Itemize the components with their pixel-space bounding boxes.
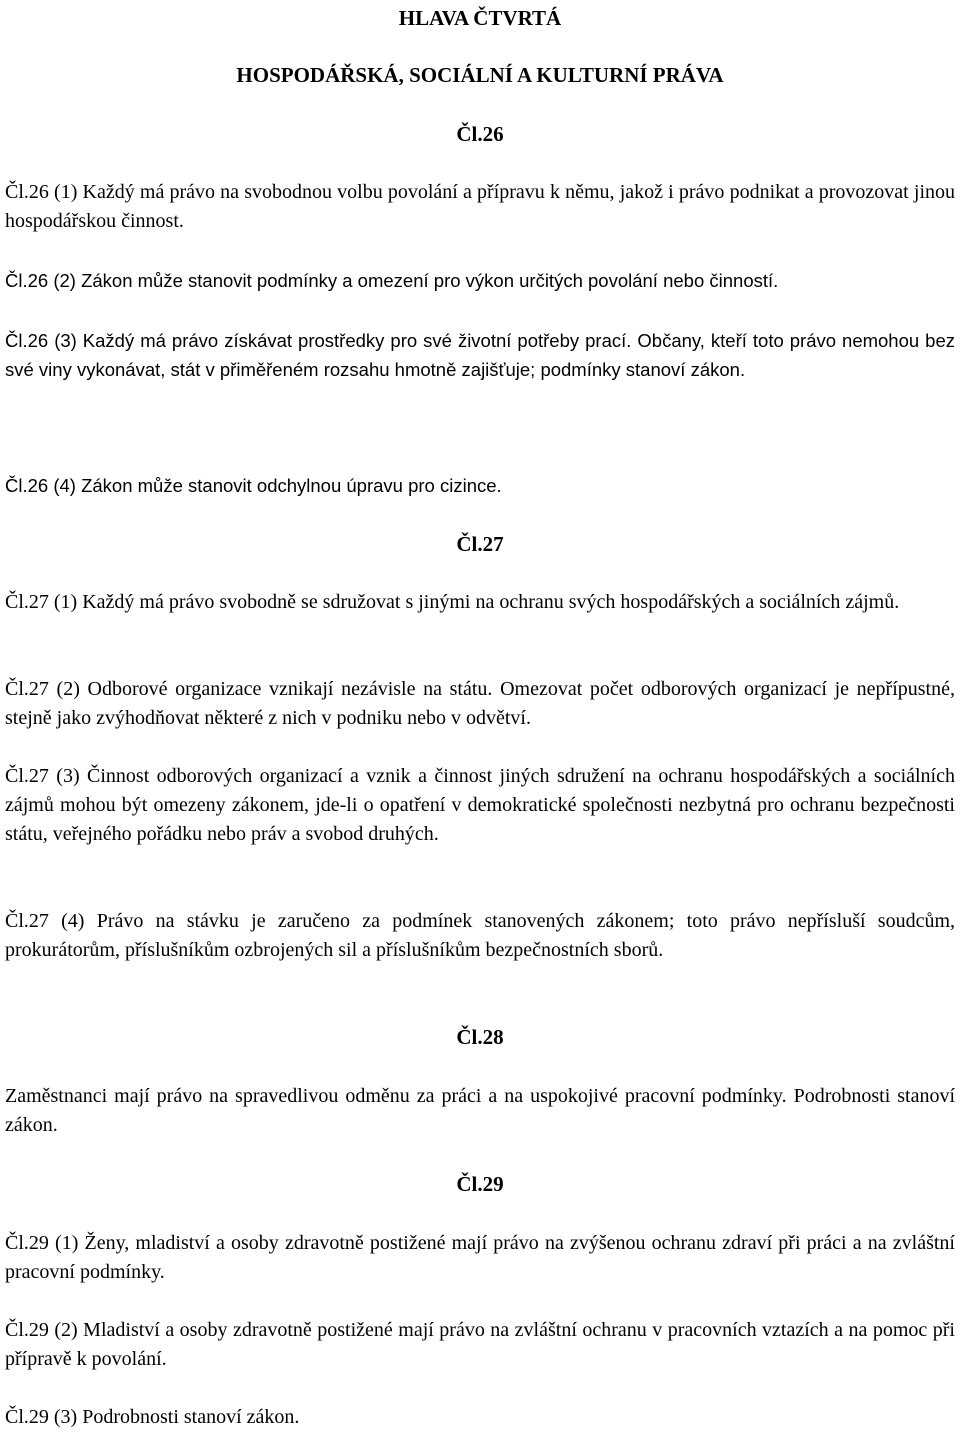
article-29-paragraph-1: Čl.29 (1) Ženy, mladiství a osoby zdravotně postižené mají právo na zvýšenou ochranu zdraví při práci a na zvláštní pracovní podmínky. bbox=[5, 1232, 955, 1283]
article-27-paragraph-2: Čl.27 (2) Odborové organizace vznikají nezávisle na státu. Omezovat počet odborových organizací je nepřípustné, stejně jako zvýhodňovat některé z nich v podniku nebo v odvětví. bbox=[5, 678, 955, 729]
article-26-paragraph-3: Čl.26 (3) Každý má právo získávat prostředky pro své životní potřeby prací. Občany, kteří toto právo nemohou bez své viny vykonávat, stát v přiměřeném rozsahu hmotně zajišťuje; podmínky stanoví zákon. bbox=[5, 330, 955, 380]
article-27-heading: Čl.27 bbox=[456, 532, 504, 556]
article-29-paragraph-3: Čl.29 (3) Podrobnosti stanoví zákon. bbox=[5, 1406, 300, 1428]
article-29-paragraph-2: Čl.29 (2) Mladiství a osoby zdravotně postižené mají právo na zvláštní ochranu v pracovních vztazích a na pomoc při přípravě k povolání. bbox=[5, 1319, 955, 1370]
article-28-paragraph-1: Zaměstnanci mají právo na spravedlivou odměnu za práci a na uspokojivé pracovní podmínky. Podrobnosti stanoví zákon. bbox=[5, 1085, 955, 1136]
article-26-paragraph-2: Čl.26 (2) Zákon může stanovit podmínky a omezení pro výkon určitých povolání nebo činností. bbox=[5, 270, 779, 291]
article-27-paragraph-3: Čl.27 (3) Činnost odborových organizací a vznik a činnost jiných sdružení na ochranu hospodářských a sociálních zájmů mohou být omezeny zákonem, jde-li o opatření v demokratické společnosti nezbytná pro ochranu bezpečnosti státu, veřejného pořádku nebo práv a svobod druhých. bbox=[5, 765, 955, 845]
chapter-title: HLAVA ČTVRTÁ bbox=[398, 6, 562, 30]
article-27-paragraph-1: Čl.27 (1) Každý má právo svobodně se sdružovat s jinými na ochranu svých hospodářských a sociálních zájmů. bbox=[5, 591, 900, 613]
article-26-heading: Čl.26 bbox=[456, 122, 504, 146]
article-29-heading: Čl.29 bbox=[456, 1172, 504, 1196]
chapter-subtitle: HOSPODÁŘSKÁ, SOCIÁLNÍ A KULTURNÍ PRÁVA bbox=[236, 63, 724, 87]
article-28-heading: Čl.28 bbox=[456, 1025, 504, 1049]
article-26-paragraph-1: Čl.26 (1) Každý má právo na svobodnou volbu povolání a přípravu k němu, jakož i právo podnikat a provozovat jinou hospodářskou činnost. bbox=[5, 181, 955, 232]
article-26-paragraph-4: Čl.26 (4) Zákon může stanovit odchylnou úpravu pro cizince. bbox=[5, 475, 502, 496]
article-27-paragraph-4: Čl.27 (4) Právo na stávku je zaručeno za podmínek stanovených zákonem; toto právo nepřísluší soudcům, prokurátorům, příslušníkům ozbrojených sil a příslušníkům bezpečnostních sborů. bbox=[5, 910, 955, 961]
